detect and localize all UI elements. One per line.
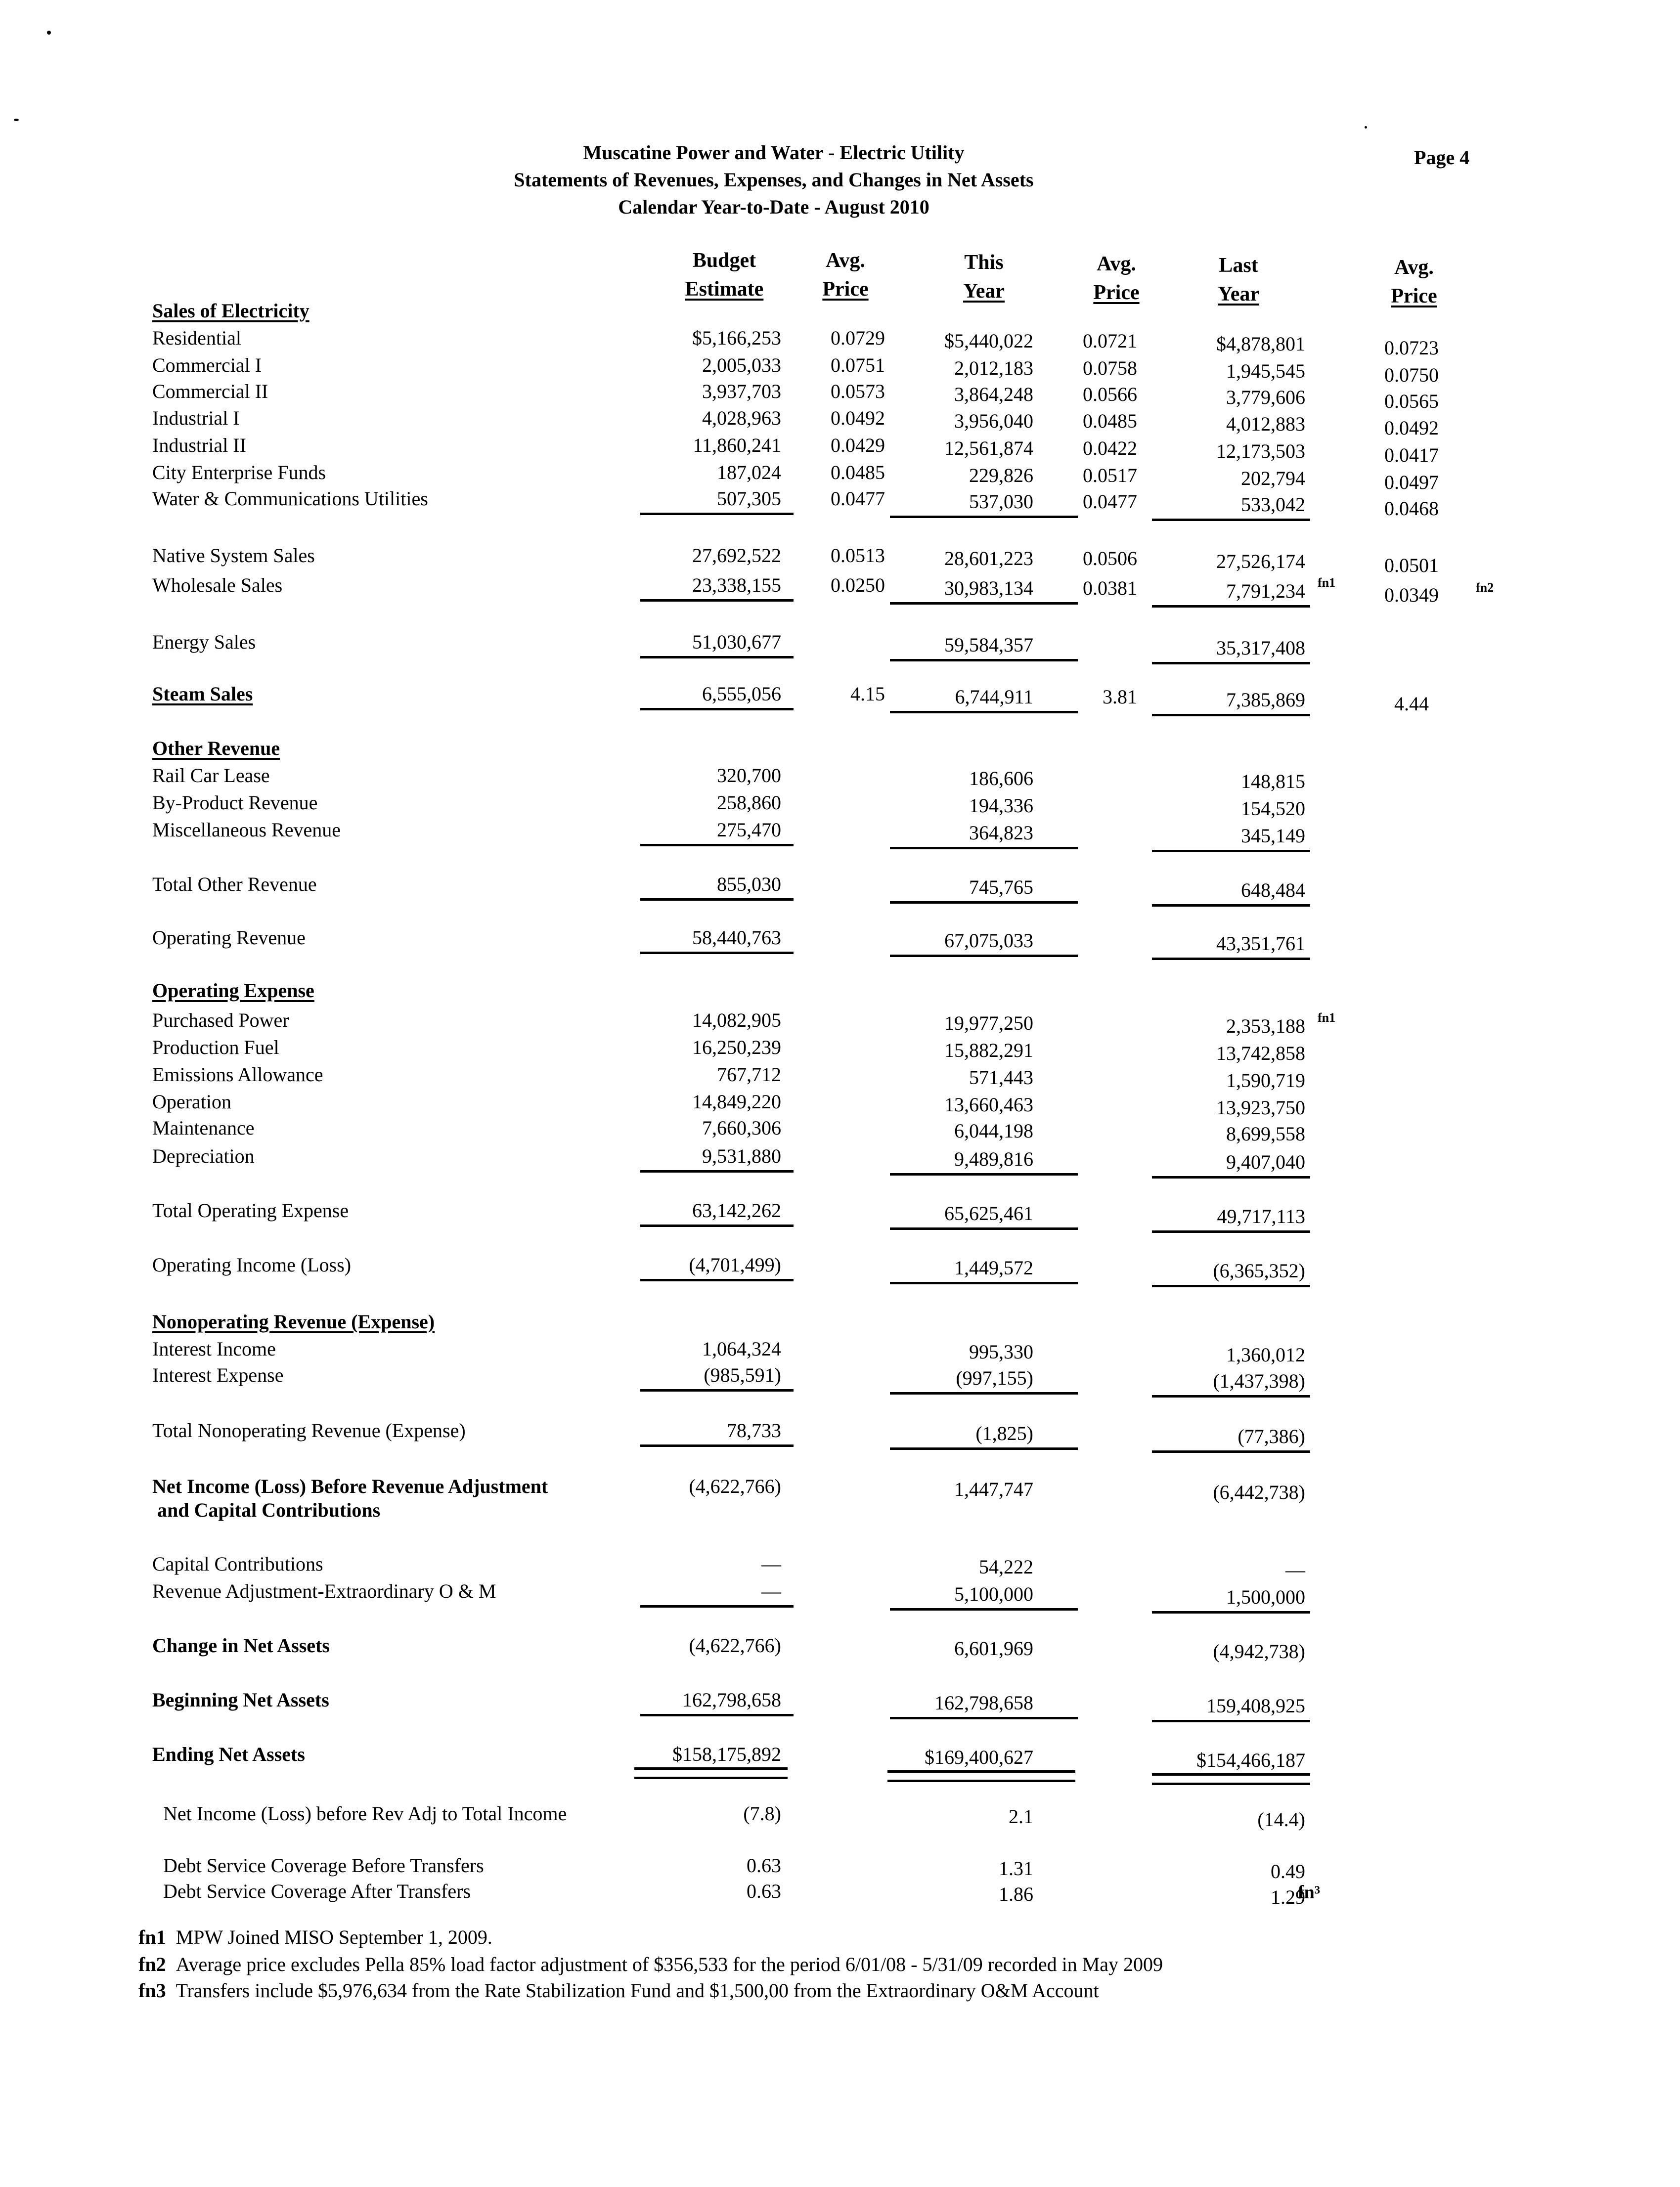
cell-last-avg-price: 0.0468 [1384, 497, 1439, 520]
subtotal-rule-last-year [1152, 1176, 1310, 1179]
cell-budget-estimate: 855,030 [717, 873, 781, 895]
cell-last-year: 533,042 [1241, 493, 1305, 516]
cell-last-year: 345,149 [1241, 825, 1305, 847]
cell-last-year: $4,878,801 [1216, 333, 1305, 355]
cell-this-year: 3,864,248 [954, 383, 1033, 405]
report-title-entity: Muscatine Power and Water - Electric Utility [583, 141, 965, 164]
footnote-ref-last-price: fn2 [1476, 580, 1494, 595]
cell-this-avg-price: 0.0517 [1083, 464, 1137, 486]
cell-this-year: 2.1 [1009, 1805, 1033, 1828]
column-header-line2: Estimate [685, 278, 764, 301]
cell-this-avg-price: 3.81 [1103, 686, 1137, 708]
row-label-interest-expense: Interest Expense [152, 1364, 284, 1386]
cell-this-year: 194,336 [969, 794, 1033, 817]
cell-last-year: 43,351,761 [1216, 932, 1305, 955]
cell-last-year: 7,791,234 [1226, 580, 1305, 602]
cell-last-year: 648,484 [1241, 879, 1305, 901]
cell-budget-estimate: $158,175,892 [672, 1743, 781, 1765]
subtotal-rule-last-year [1152, 1450, 1310, 1453]
subtotal-rule-budget [640, 1389, 794, 1392]
cell-budget-avg-price: 0.0485 [831, 461, 885, 483]
cell-this-year: (997,155) [956, 1367, 1033, 1389]
cell-this-year: 364,823 [969, 822, 1033, 844]
cell-this-year: 54,222 [979, 1556, 1033, 1578]
cell-last-year: 13,742,858 [1216, 1042, 1305, 1064]
cell-last-avg-price: 0.0417 [1384, 444, 1439, 466]
cell-last-year: (14.4) [1257, 1808, 1305, 1831]
cell-this-avg-price: 0.0381 [1083, 577, 1137, 599]
cell-last-year: 202,794 [1241, 467, 1305, 489]
section-heading-nonoperating: Nonoperating Revenue (Expense) [152, 1311, 435, 1333]
row-label-change-net-assets: Change in Net Assets [152, 1634, 330, 1657]
cell-last-avg-price: 0.0349 [1384, 584, 1439, 606]
cell-budget-estimate: 51,030,677 [692, 631, 781, 653]
cell-this-year: 65,625,461 [944, 1202, 1033, 1225]
subtotal-rule-budget [640, 708, 794, 710]
cell-this-year: 12,561,874 [944, 437, 1033, 459]
subtotal-rule-this-year [890, 711, 1078, 713]
cell-last-year: 1,500,000 [1226, 1586, 1305, 1608]
subtotal-rule-this-year [890, 1447, 1078, 1450]
subtotal-rule-budget [640, 844, 794, 846]
row-label-industrial2: Industrial II [152, 434, 246, 456]
cell-last-avg-price: 0.0497 [1384, 471, 1439, 493]
cell-last-year: 49,717,113 [1217, 1205, 1305, 1227]
row-label-dsc-before: Debt Service Coverage Before Transfers [163, 1854, 484, 1877]
cell-this-year: (1,825) [975, 1422, 1033, 1444]
footnote-mark: fn1 [138, 1926, 166, 1948]
column-header-line2: Price [1391, 285, 1437, 307]
cell-budget-estimate: 23,338,155 [692, 574, 781, 596]
cell-budget-estimate: 1,064,324 [702, 1338, 781, 1360]
report-title-statement: Statements of Revenues, Expenses, and Changes in Net Assets [514, 169, 1034, 191]
cell-last-year: 9,407,040 [1226, 1151, 1305, 1173]
scan-speck [1365, 126, 1367, 129]
cell-budget-estimate: — [761, 1580, 781, 1602]
cell-this-year: 186,606 [969, 767, 1033, 789]
cell-last-avg-price: 0.0501 [1384, 554, 1439, 576]
column-header-line1: Budget [692, 249, 756, 272]
row-label-misc-revenue: Miscellaneous Revenue [152, 819, 341, 841]
cell-budget-estimate: 58,440,763 [692, 926, 781, 949]
report-title-period: Calendar Year-to-Date - August 2010 [618, 196, 929, 218]
cell-this-year: 6,044,198 [954, 1120, 1033, 1142]
cell-this-year: 30,983,134 [944, 577, 1033, 599]
footnote-1 [138, 1925, 492, 1949]
row-label-operating-revenue: Operating Revenue [152, 926, 306, 949]
footnote-ref-last-year: fn1 [1318, 1010, 1336, 1025]
row-label-emissions: Emissions Allowance [152, 1063, 323, 1086]
cell-this-year: 1.86 [999, 1883, 1033, 1905]
cell-this-year: 995,330 [969, 1341, 1033, 1363]
column-header-line1: This [964, 251, 1004, 274]
cell-budget-estimate: 258,860 [717, 791, 781, 814]
footnote-mark: fn3 [138, 1979, 166, 2002]
subtotal-rule-this-year [890, 1608, 1078, 1611]
cell-this-year: 6,601,969 [954, 1637, 1033, 1660]
row-label-operation: Operation [152, 1091, 231, 1113]
column-header-line2: Price [822, 278, 869, 301]
column-header-line2: Price [1093, 281, 1140, 304]
cell-budget-estimate: 4,028,963 [702, 407, 781, 429]
cell-this-year: 19,977,250 [944, 1012, 1033, 1034]
subtotal-rule-budget [640, 1225, 794, 1227]
subtotal-rule-budget [640, 599, 794, 602]
subtotal-rule-budget [640, 513, 794, 515]
cell-last-year: 7,385,869 [1226, 689, 1305, 711]
cell-budget-estimate: 11,860,241 [693, 434, 781, 456]
cell-this-year: 162,798,658 [934, 1692, 1033, 1714]
row-label-total-nonop: Total Nonoperating Revenue (Expense) [152, 1419, 466, 1442]
cell-budget-estimate: (4,622,766) [689, 1634, 781, 1657]
cell-this-year: $169,400,627 [925, 1746, 1033, 1768]
subtotal-rule-budget [640, 1279, 794, 1281]
cell-budget-estimate: 767,712 [717, 1063, 781, 1086]
column-header-line1: Avg. [1097, 253, 1136, 275]
subtotal-rule-budget [640, 1714, 794, 1716]
cell-last-year: 35,317,408 [1216, 637, 1305, 659]
cell-this-avg-price: 0.0477 [1083, 490, 1137, 513]
cell-last-year: (77,386) [1238, 1425, 1305, 1447]
cell-last-year: 1.29 [1271, 1886, 1305, 1908]
cell-this-year: 537,030 [969, 490, 1033, 513]
row-label-operating-income: Operating Income (Loss) [152, 1254, 352, 1276]
row-label-beginning-net-assets: Beginning Net Assets [152, 1689, 329, 1711]
footnote-ref-last-year: fn³ [1298, 1882, 1321, 1903]
cell-this-avg-price: 0.0485 [1083, 410, 1137, 432]
cell-this-year: 745,765 [969, 876, 1033, 898]
subtotal-rule-last-year [1152, 1720, 1310, 1722]
cell-budget-estimate: 320,700 [717, 764, 781, 787]
cell-this-year: 3,956,040 [954, 410, 1033, 432]
subtotal-rule-last-year [1152, 1395, 1310, 1398]
cell-budget-estimate: 14,082,905 [692, 1009, 781, 1031]
cell-last-year: 0.49 [1271, 1860, 1305, 1882]
cell-last-year: (6,442,738) [1213, 1481, 1305, 1503]
subtotal-rule-last-year [1152, 605, 1310, 608]
cell-last-year: 12,173,503 [1216, 440, 1305, 462]
double-underline-rule [887, 1770, 1075, 1782]
cell-budget-estimate: 78,733 [727, 1419, 781, 1442]
row-label-net-income-before-cont: and Capital Contributions [157, 1499, 381, 1521]
double-underline-rule [1152, 1773, 1310, 1785]
cell-budget-estimate: 3,937,703 [702, 380, 781, 402]
column-header-line2: Year [1218, 283, 1259, 306]
cell-budget-avg-price: 0.0477 [831, 487, 885, 510]
row-label-city-enterprise: City Enterprise Funds [152, 461, 326, 483]
cell-this-year: 2,012,183 [954, 357, 1033, 379]
footnote-ref-last-year: fn1 [1318, 575, 1336, 590]
cell-budget-avg-price: 0.0429 [831, 434, 885, 456]
cell-budget-estimate: 14,849,220 [692, 1091, 781, 1113]
cell-budget-estimate: $5,166,253 [692, 327, 781, 349]
cell-budget-estimate: 7,660,306 [702, 1117, 781, 1139]
cell-budget-estimate: 187,024 [717, 461, 781, 483]
scan-speck [14, 119, 19, 121]
cell-budget-estimate: (985,591) [704, 1364, 781, 1386]
row-label-production-fuel: Production Fuel [152, 1036, 279, 1058]
row-label-commercial1: Commercial I [152, 354, 262, 376]
cell-this-avg-price: 0.0758 [1083, 357, 1137, 379]
subtotal-rule-this-year [890, 516, 1078, 518]
subtotal-rule-last-year [1152, 1230, 1310, 1233]
cell-this-avg-price: 0.0566 [1083, 383, 1137, 405]
column-header-this-avg-price [1057, 250, 1176, 307]
subtotal-rule-budget [640, 952, 794, 954]
cell-budget-estimate: 162,798,658 [682, 1689, 781, 1711]
cell-this-year: 28,601,223 [944, 547, 1033, 569]
cell-last-year: 1,590,719 [1226, 1069, 1305, 1092]
cell-budget-estimate: (7.8) [743, 1802, 781, 1825]
row-label-by-product: By-Product Revenue [152, 791, 318, 814]
footnote-3 [138, 1979, 1099, 2002]
cell-last-year: 2,353,188 [1226, 1015, 1305, 1037]
cell-this-year: 6,744,911 [955, 686, 1033, 708]
row-label-residential: Residential [152, 327, 241, 349]
cell-budget-estimate: 63,142,262 [692, 1199, 781, 1222]
cell-last-year: (1,437,398) [1213, 1370, 1305, 1392]
cell-last-year: 8,699,558 [1226, 1123, 1305, 1145]
row-label-total-opex: Total Operating Expense [152, 1199, 349, 1222]
cell-last-avg-price: 0.0723 [1384, 337, 1439, 359]
cell-this-avg-price: 0.0721 [1083, 330, 1137, 352]
cell-budget-estimate: 0.63 [747, 1880, 781, 1902]
subtotal-rule-this-year [890, 955, 1078, 957]
subtotal-rule-last-year [1152, 958, 1310, 960]
cell-last-year: 13,923,750 [1216, 1096, 1305, 1119]
subtotal-rule-last-year [1152, 519, 1310, 521]
cell-last-avg-price: 0.0492 [1384, 417, 1439, 439]
cell-budget-avg-price: 0.0729 [831, 327, 885, 349]
cell-budget-avg-price: 0.0492 [831, 407, 885, 429]
cell-last-year: $154,466,187 [1196, 1749, 1305, 1771]
subtotal-rule-this-year [890, 1392, 1078, 1395]
row-label-net-income-before: Net Income (Loss) Before Revenue Adjustment [152, 1475, 548, 1497]
cell-budget-estimate: 507,305 [717, 487, 781, 510]
column-header-this-year [925, 248, 1043, 306]
row-label-rev-adjust: Revenue Adjustment-Extraordinary O & M [152, 1580, 496, 1602]
subtotal-rule-budget [640, 1170, 794, 1173]
cell-budget-estimate: 275,470 [717, 819, 781, 841]
subtotal-rule-this-year [890, 659, 1078, 661]
cell-budget-estimate: 2,005,033 [702, 354, 781, 376]
subtotal-rule-this-year [890, 1227, 1078, 1230]
subtotal-rule-this-year [890, 602, 1078, 605]
column-header-line1: Avg. [1394, 256, 1434, 279]
cell-this-avg-price: 0.0422 [1083, 437, 1137, 459]
row-label-net-income-ratio: Net Income (Loss) before Rev Adj to Total Income [163, 1802, 567, 1825]
column-header-line1: Avg. [826, 249, 865, 272]
cell-budget-avg-price: 0.0573 [831, 380, 885, 402]
cell-this-year: 5,100,000 [954, 1583, 1033, 1605]
row-label-industrial1: Industrial I [152, 407, 240, 429]
subtotal-rule-last-year [1152, 904, 1310, 907]
subtotal-rule-this-year [890, 1173, 1078, 1176]
subtotal-rule-last-year [1152, 1285, 1310, 1287]
cell-this-year: 1,447,747 [954, 1478, 1033, 1500]
double-underline-rule [634, 1767, 788, 1779]
cell-last-avg-price: 0.0565 [1384, 390, 1439, 412]
subtotal-rule-this-year [890, 901, 1078, 904]
footnote-2 [138, 1953, 1163, 1976]
cell-last-avg-price: 0.0750 [1384, 364, 1439, 386]
cell-this-year: 67,075,033 [944, 929, 1033, 952]
cell-this-year: 229,826 [969, 464, 1033, 486]
cell-last-year: 1,360,012 [1226, 1344, 1305, 1366]
footnote-text: MPW Joined MISO September 1, 2009. [176, 1926, 492, 1948]
row-label-total-other: Total Other Revenue [152, 873, 317, 895]
page-number: Page 4 [1414, 146, 1470, 169]
footnote-text: Average price excludes Pella 85% load factor adjustment of $356,533 for the period 6/01/08 - 5/31/09 recorded in May 2009 [176, 1953, 1163, 1975]
cell-last-year: 159,408,925 [1206, 1695, 1305, 1717]
cell-this-year: 9,489,816 [954, 1148, 1033, 1170]
cell-budget-estimate: 16,250,239 [692, 1036, 781, 1058]
row-label-capital-contrib: Capital Contributions [152, 1553, 323, 1575]
subtotal-rule-last-year [1152, 850, 1310, 852]
column-header-budget-estimate [665, 246, 784, 304]
footnote-mark: fn2 [138, 1953, 166, 1975]
subtotal-rule-budget [640, 898, 794, 901]
cell-this-year: 59,584,357 [944, 634, 1033, 656]
row-label-ending-net-assets: Ending Net Assets [152, 1743, 305, 1765]
row-label-depreciation: Depreciation [152, 1145, 255, 1167]
cell-last-year: — [1285, 1559, 1305, 1581]
row-label-interest-income: Interest Income [152, 1338, 276, 1360]
cell-this-year: 1,449,572 [954, 1257, 1033, 1279]
cell-budget-avg-price: 0.0751 [831, 354, 885, 376]
subtotal-rule-budget [640, 1444, 794, 1447]
cell-budget-estimate: — [761, 1553, 781, 1575]
cell-last-year: 4,012,883 [1226, 413, 1305, 435]
cell-last-year: 1,945,545 [1226, 360, 1305, 382]
row-label-energy-sales: Energy Sales [152, 631, 256, 653]
cell-budget-estimate: 9,531,880 [702, 1145, 781, 1167]
cell-this-year: 13,660,463 [944, 1094, 1033, 1116]
cell-budget-avg-price: 0.0250 [831, 574, 885, 596]
column-header-last-avg-price [1355, 253, 1473, 310]
subtotal-rule-this-year [890, 847, 1078, 849]
cell-last-year: (4,942,738) [1213, 1640, 1305, 1662]
row-label-commercial2: Commercial II [152, 380, 268, 402]
cell-budget-estimate: (4,622,766) [689, 1475, 781, 1497]
subtotal-rule-budget [640, 656, 794, 658]
cell-budget-estimate: 6,555,056 [702, 683, 781, 705]
cell-last-avg-price: 4.44 [1394, 693, 1429, 715]
row-label-rail-car: Rail Car Lease [152, 764, 270, 787]
cell-budget-avg-price: 0.0513 [831, 544, 885, 567]
section-heading-other-revenue: Other Revenue [152, 737, 280, 759]
column-header-last-year [1179, 251, 1298, 308]
row-label-water-comm: Water & Communications Utilities [152, 487, 428, 510]
scan-speck [47, 31, 51, 35]
cell-this-year: 1.31 [999, 1857, 1033, 1880]
row-label-purchased-power: Purchased Power [152, 1009, 289, 1031]
cell-this-avg-price: 0.0506 [1083, 547, 1137, 569]
cell-last-year: 148,815 [1241, 770, 1305, 792]
subtotal-rule-last-year [1152, 714, 1310, 716]
cell-last-year: 27,526,174 [1216, 550, 1305, 572]
subtotal-rule-budget [640, 1605, 794, 1608]
section-heading-operating-expense: Operating Expense [152, 979, 314, 1002]
subtotal-rule-last-year [1152, 1611, 1310, 1614]
footnote-text: Transfers include $5,976,634 from the Rate Stabilization Fund and $1,500,00 from the Extraordinary O&M Account [176, 1979, 1099, 2002]
cell-budget-avg-price: 4.15 [850, 683, 885, 705]
cell-this-year: $5,440,022 [944, 330, 1033, 352]
cell-this-year: 15,882,291 [944, 1039, 1033, 1061]
row-label-maintenance: Maintenance [152, 1117, 255, 1139]
subtotal-rule-this-year [890, 1282, 1078, 1284]
cell-last-year: 154,520 [1241, 797, 1305, 820]
row-label-native-system: Native System Sales [152, 544, 315, 567]
cell-last-year: (6,365,352) [1213, 1260, 1305, 1282]
cell-this-year: 571,443 [969, 1066, 1033, 1089]
row-label-wholesale: Wholesale Sales [152, 574, 283, 596]
subtotal-rule-this-year [890, 1717, 1078, 1719]
cell-budget-estimate: (4,701,499) [689, 1254, 781, 1276]
column-header-line2: Year [963, 280, 1005, 303]
section-heading-sales-of-electricity: Sales of Electricity [152, 300, 309, 322]
cell-budget-estimate: 27,692,522 [692, 544, 781, 567]
row-label-dsc-after: Debt Service Coverage After Transfers [163, 1880, 471, 1902]
column-header-budget-avg-price [786, 246, 905, 304]
cell-budget-estimate: 0.63 [747, 1854, 781, 1877]
row-label-steam-sales: Steam Sales [152, 683, 253, 705]
column-header-line1: Last [1219, 254, 1258, 277]
subtotal-rule-last-year [1152, 662, 1310, 664]
cell-last-year: 3,779,606 [1226, 386, 1305, 408]
